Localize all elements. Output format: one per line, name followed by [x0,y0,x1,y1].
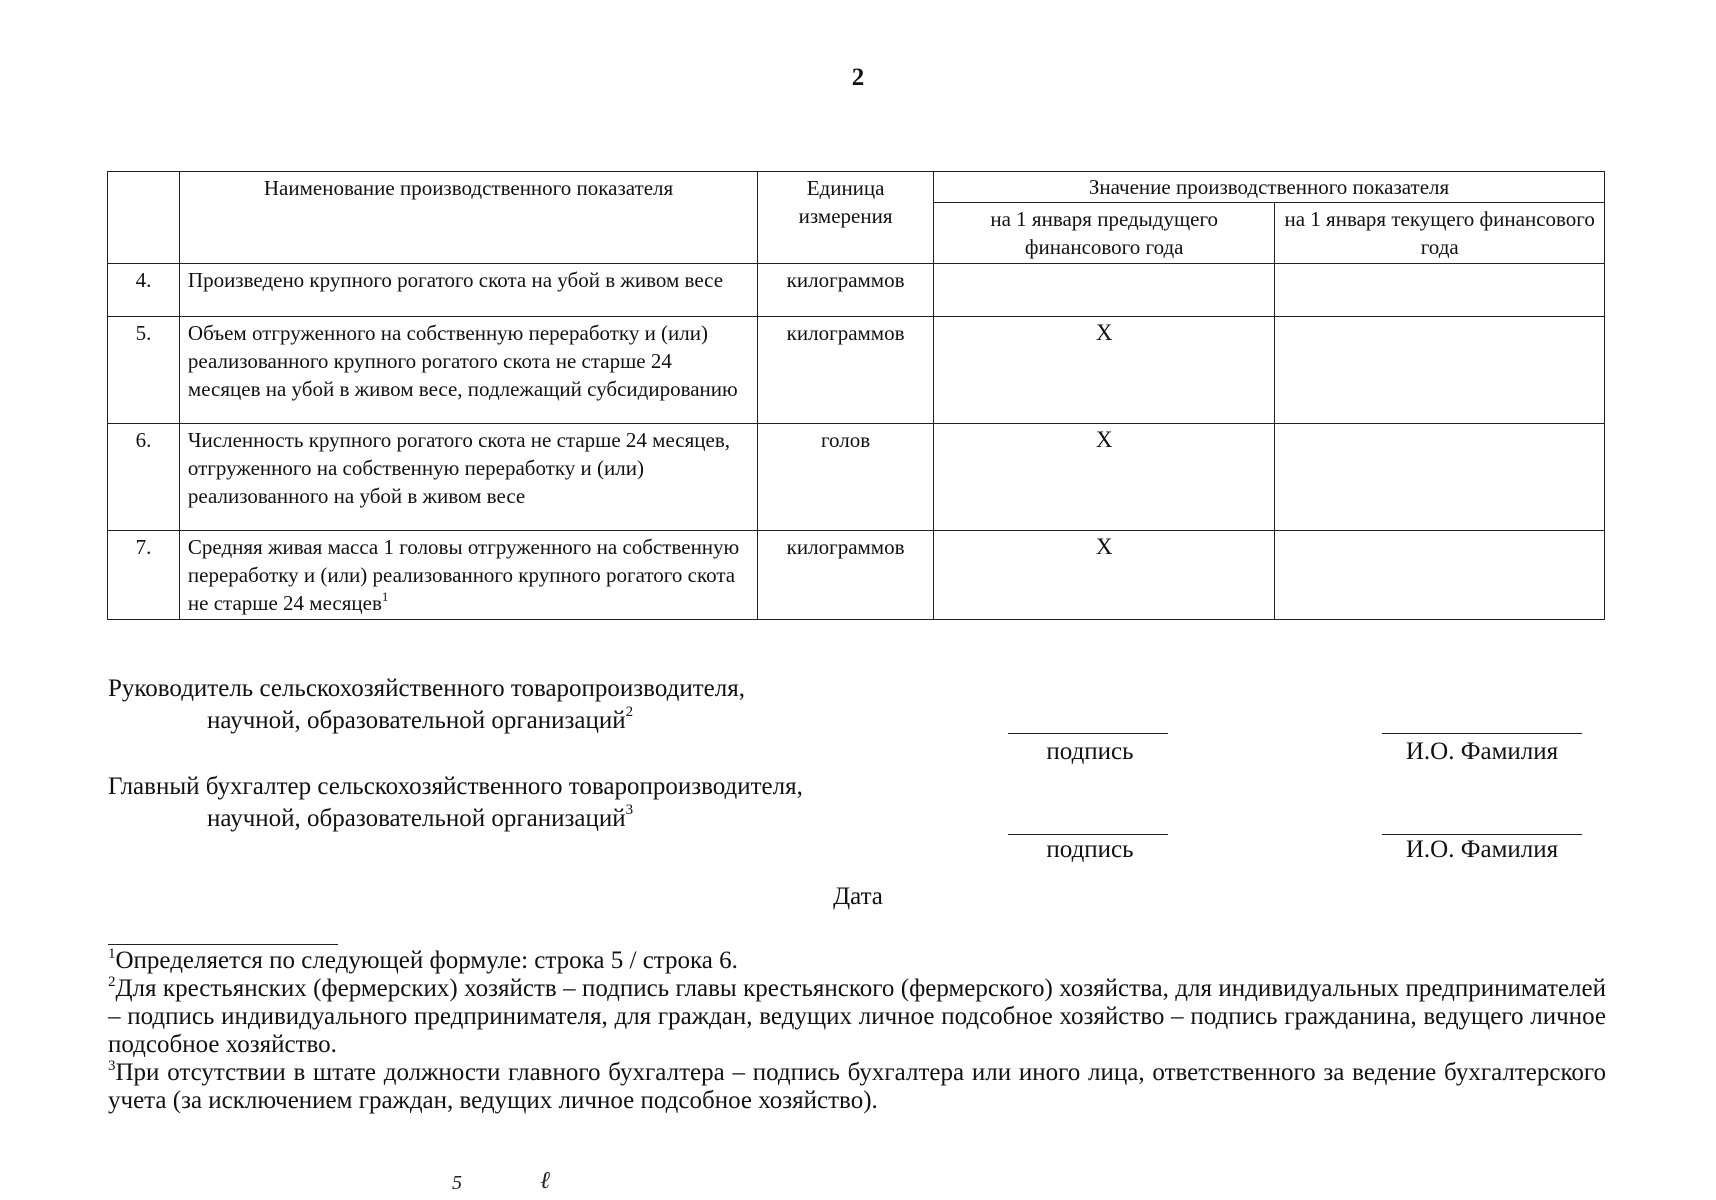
head-name-line [1382,733,1582,734]
head-title-text: научной, образовательной организаций [207,707,626,734]
indicators-table [107,171,1605,620]
row-indicator-name: Численность крупного рогатого скота не старше 24 месяцев, отгруженного на собственную переработку и (или) реализованного на убой в живом весе [179,424,757,531]
row-number: 5. [108,317,180,424]
accountant-name-line [1382,834,1582,835]
header-value-group-cell: Значение производственного показателя [934,172,1605,203]
footnote-ref: 2 [625,704,634,720]
footnote-text: При отсутствии в штате должности главного бухгалтера – подпись бухгалтера или иного лица, ответственного за ведение бухгалтерского учета (за исключением граждан, ведущих личное подсобное хозяйство). [108,1059,1606,1114]
footnote-text: Для крестьянских (фермерских) хозяйств – подпись главы крестьянского (фермерского) хозяйства, для индивидуальных предпринимателей – подпись индивидуального предпринимателя, для граждан, ведущих личное подсобное хозяйство – подпись гражданина, ведущего личное подсобное хозяйство. [108,975,1606,1058]
table-row [108,317,1605,424]
date-label: Дата [833,883,883,910]
header-num-cell [108,172,180,264]
row-unit: килограммов [758,264,934,317]
head-title-line2 [207,705,633,737]
footnote-ref: 1 [381,589,389,604]
accountant-signature-caption: подпись [1046,836,1134,863]
footnote-marker: 3 [108,1058,116,1074]
footnote-separator [108,944,338,945]
row-curr-value [1275,424,1605,531]
row-number: 4. [108,264,180,317]
row-curr-value [1275,264,1605,317]
accountant-signature-line [1008,834,1168,835]
row-unit: килограммов [758,531,934,620]
footnote-marker: 1 [108,946,116,962]
row-curr-value [1275,531,1605,620]
accountant-title-text: научной, образовательной организаций [207,805,626,832]
footnotes [108,947,1606,1115]
head-title-line1: Руководитель сельскохозяйственного товаропроизводителя, [108,675,745,702]
head-name-caption: И.О. Фамилия [1405,738,1559,765]
footnote-ref: 3 [625,802,634,818]
head-signature-caption: подпись [1046,738,1134,765]
header-unit-cell: Единица измерения [758,172,934,264]
row-unit: килограммов [758,317,934,424]
footnote-item [108,975,1606,1059]
row-prev-value [934,264,1275,317]
row-indicator-name-with-footnote [179,531,757,620]
header-curr-year-cell: на 1 января текущего финансового года [1275,203,1605,264]
footnote-marker: 2 [108,974,116,990]
table-row [108,264,1605,317]
accountant-title-line1: Главный бухгалтер сельскохозяйственного товаропроизводителя, [108,773,803,800]
scan-mark: ℓ [540,1168,550,1194]
header-prev-year-cell: на 1 января предыдущего финансового года [934,203,1275,264]
footnote-text: Определяется по следующей формуле: строка 5 / строка 6. [115,947,738,974]
row-number: 7. [108,531,180,620]
row-prev-value: X [934,424,1275,531]
row-prev-value: X [934,317,1275,424]
row-indicator-name: Средняя живая масса 1 головы отгруженного на собственную переработку и (или) реализованного крупного рогатого скота не старше 24 месяцев [187,535,740,615]
row-number: 6. [108,424,180,531]
table-row [108,531,1605,620]
row-indicator-name: Объем отгруженного на собственную переработку и (или) реализованного крупного рогатого скота не старше 24 месяцев на убой в живом весе, подлежащий субсидированию [179,317,757,424]
scan-mark: 5 [452,1172,462,1194]
accountant-title-line2 [207,803,633,835]
row-indicator-name: Произведено крупного рогатого скота на убой в живом весе [179,264,757,317]
head-signature-line [1008,733,1168,734]
footnote-item [108,1059,1606,1115]
row-unit: голов [758,424,934,531]
table-row [108,424,1605,531]
accountant-name-caption: И.О. Фамилия [1405,836,1559,863]
table-header-row [108,172,1605,203]
footnote-item [108,947,1606,975]
header-name-cell: Наименование производственного показателя [179,172,757,264]
page-number: 2 [851,64,865,91]
row-curr-value [1275,317,1605,424]
row-prev-value: X [934,531,1275,620]
